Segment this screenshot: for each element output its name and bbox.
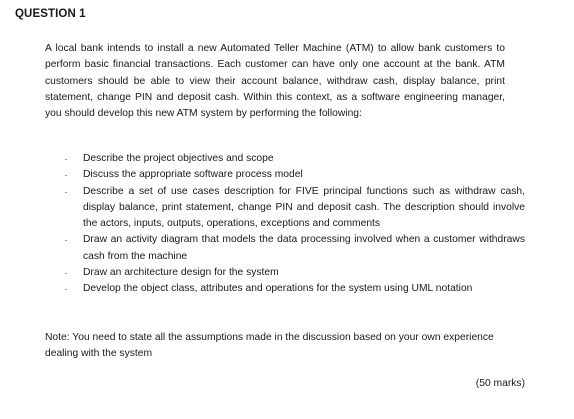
question-intro: A local bank intends to install a new Automated Teller Machine (ATM) to allow bank customers to perform basic financial transactions. Each customer can have only one account at the bank. ATM customers should be able to view their account balance, withdraw cash, display balance, print statement, change PIN and deposit cash. Within this context, as a software engineering manager, you should develop this new ATM system by performing the following: <box>45 43 505 120</box>
task-text: Develop the object class, attributes and operations for the system using UML notation <box>83 283 473 295</box>
task-item <box>61 167 525 183</box>
bullet-icon: · <box>64 154 68 164</box>
bullet-icon: · <box>64 170 68 181</box>
task-item <box>61 265 525 281</box>
task-text: Discuss the appropriate software process model <box>83 169 303 181</box>
bullet-icon: · <box>64 235 68 246</box>
task-item <box>61 281 525 297</box>
task-text: Describe a set of use cases description for FIVE principal functions such as withdraw cash, display balance, print statement, change PIN and deposit cash. The description should involve the actors, inputs, outputs, operations, exceptions and comments <box>83 185 525 230</box>
bullet-icon: · <box>64 186 68 197</box>
task-list <box>61 151 525 298</box>
bullet-icon: · <box>64 284 68 295</box>
task-item <box>61 151 525 167</box>
task-text: Draw an activity diagram that models the data processing involved when a customer withdraws cash from the machine <box>83 234 525 262</box>
task-item <box>61 232 525 265</box>
assumptions-note: Note: You need to state all the assumptions made in the discussion based on your own experience dealing with the system <box>45 332 494 360</box>
task-text: Draw an architecture design for the system <box>83 267 279 279</box>
task-text: Describe the project objectives and scope <box>83 153 274 164</box>
bullet-icon: · <box>64 268 68 279</box>
marks-label: (50 marks) <box>475 378 525 389</box>
question-heading: QUESTION 1 <box>15 8 86 20</box>
task-item <box>61 184 525 233</box>
